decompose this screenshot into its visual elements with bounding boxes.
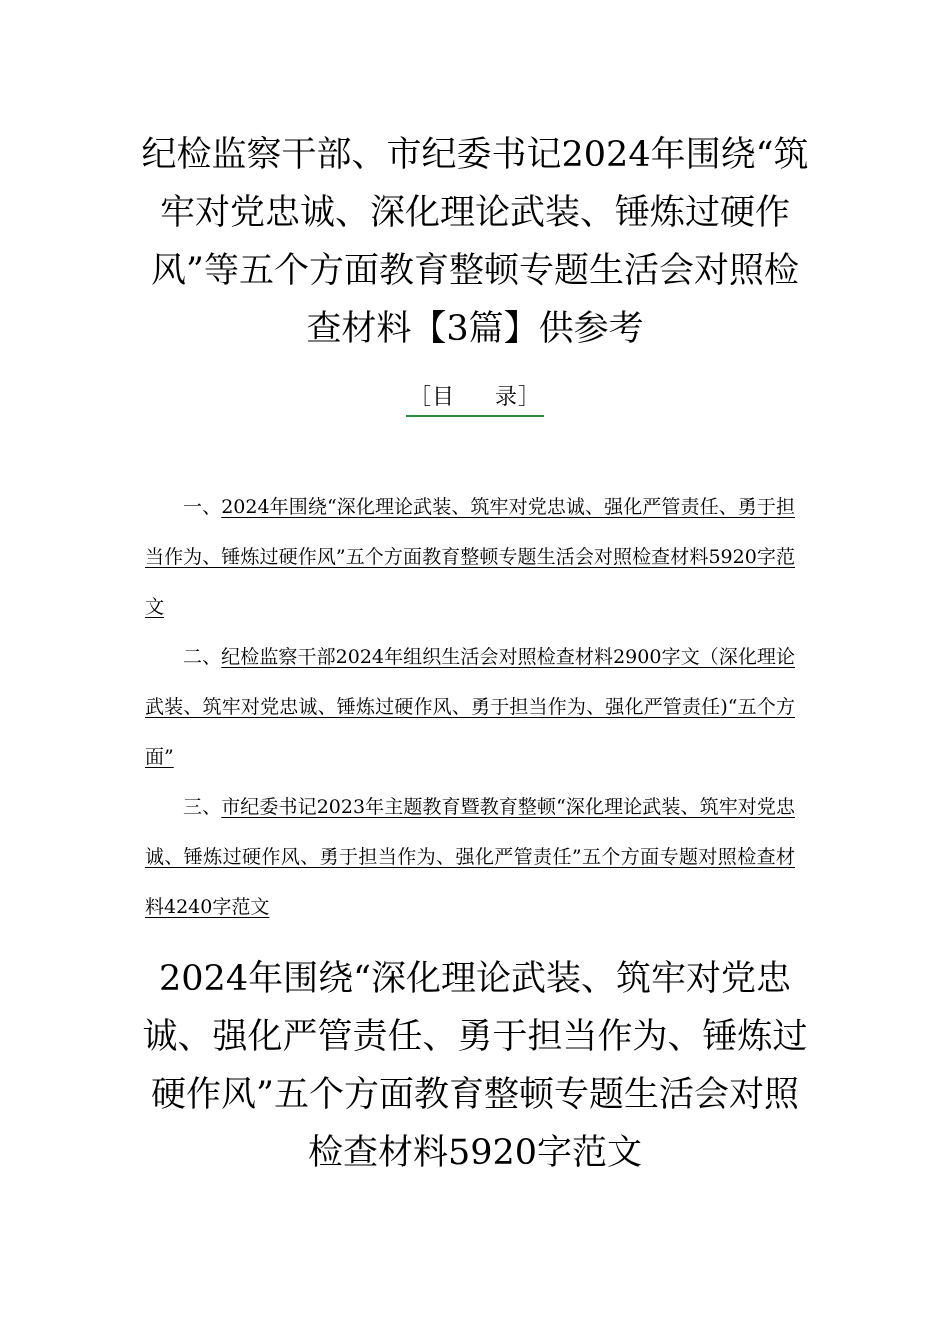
- toc-heading-left: ［目: [408, 385, 455, 410]
- toc-item-link[interactable]: 2024年围绕“深化理论武装、筑牢对党忠诚、强化严管责任、勇于担当作为、锤炼过硬作风”五个方面教育整顿专题生活会对照检查材料5920字范文: [145, 496, 795, 618]
- table-of-contents: [145, 482, 795, 932]
- toc-heading-label: [406, 383, 544, 417]
- document-title: 纪检监察干部、市纪委书记2024年围绕“筑牢对党忠诚、深化理论武装、锤炼过硬作风”等五个方面教育整顿专题生活会对照检查材料【3篇】供参考: [141, 135, 809, 349]
- toc-item-number: 三、: [183, 796, 222, 818]
- toc-item-1: [145, 482, 795, 632]
- toc-heading-right: 录］: [495, 385, 542, 410]
- toc-item-link[interactable]: 纪检监察干部2024年组织生活会对照检查材料2900字文（深化理论武装、筑牢对党忠诚、锤炼过硬作风、勇于担当作为、强化严管责任)“五个方面”: [145, 646, 795, 768]
- toc-item-number: 一、: [183, 496, 222, 518]
- toc-item-2: [145, 632, 795, 782]
- toc-heading: [0, 383, 950, 417]
- toc-item-number: 二、: [183, 646, 222, 668]
- section-title: 2024年围绕“深化理论武装、筑牢对党忠诚、强化严管责任、勇于担当作为、锤炼过硬作风”五个方面教育整顿专题生活会对照检查材料5920字范文: [142, 959, 808, 1173]
- toc-item-3: [145, 782, 795, 932]
- toc-item-link[interactable]: 市纪委书记2023年主题教育暨教育整顿“深化理论武装、筑牢对党忠诚、锤炼过硬作风、勇于担当作为、强化严管责任”五个方面专题对照检查材料4240字范文: [145, 796, 795, 918]
